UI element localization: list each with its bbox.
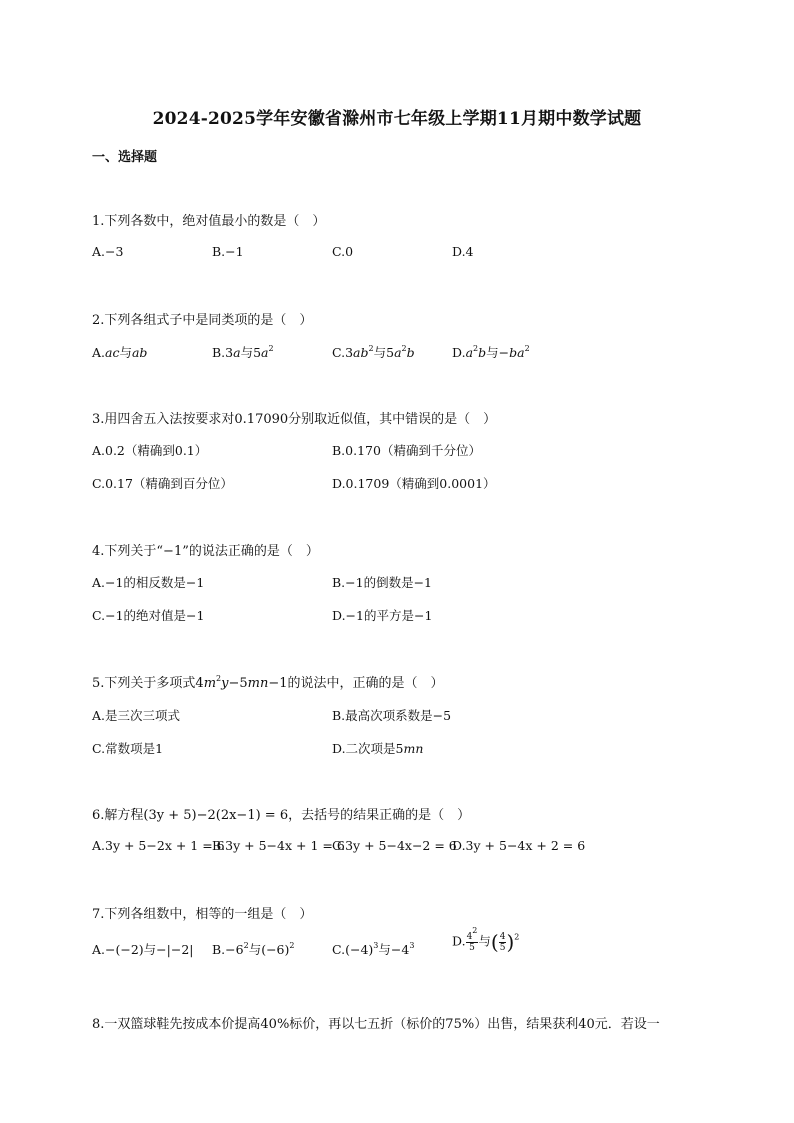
question-5-stem: 5.下列关于多项式$4m^2y-5mn-1$的说法中，正确的是（ ） bbox=[92, 674, 444, 691]
question-8-stem: 8.一双篮球鞋先按成本价提高40%标价，再以七五折（标价的75%）出售，结果获利40元．若设一 bbox=[92, 1017, 660, 1032]
q3-option-a: A.0.2（精确到0.1） bbox=[92, 443, 208, 458]
q2-option-c: $C.3ab^2$与$5a^2b$ bbox=[332, 344, 415, 360]
question-1-stem: 1.下列各数中，绝对值最小的数是（ ） bbox=[92, 214, 326, 229]
q5-option-c: C.常数项是1 bbox=[92, 741, 164, 756]
q1-option-a: A.−3 bbox=[92, 244, 124, 259]
q1-option-b: B.−1 bbox=[212, 244, 244, 259]
q3-option-b: B.0.170（精确到千分位） bbox=[332, 443, 481, 458]
q1-option-c: C.0 bbox=[332, 244, 354, 259]
section-heading: 一、选择题 bbox=[92, 150, 158, 165]
q3-option-c: C.0.17（精确到百分位） bbox=[92, 476, 233, 491]
q7-option-d: D. $\frac{4^2}{5}$ 与( $\frac{4}{5}$ )$^2$ bbox=[452, 926, 520, 954]
q5-option-b: B.最高次项系数是−5 bbox=[332, 708, 452, 723]
q5-option-a: A.是三次三项式 bbox=[92, 708, 181, 723]
question-4-stem: 4.下列关于“−1”的说法正确的是（ ） bbox=[92, 544, 319, 559]
q2-option-b: B.3a与$5a^2$ bbox=[212, 344, 274, 360]
question-3-stem: 3.用四舍五入法按要求对0.17090分别取近似值，其中错误的是（ ） bbox=[92, 412, 497, 427]
q2-option-a: A.ac与ab bbox=[92, 345, 148, 360]
q7-option-c: $C.(-4)^3$与$-4^3$ bbox=[332, 941, 415, 957]
q3-option-d: D.0.1709（精确到0.0001） bbox=[332, 476, 496, 491]
q7-option-a: A.−(−2)与−|−2| bbox=[92, 942, 194, 957]
question-2-stem: 2.下列各组式子中是同类项的是（ ） bbox=[92, 313, 313, 328]
q4-option-b: B.−1的倒数是−1 bbox=[332, 575, 433, 590]
q2-option-d: $D.a^2b$与$-ba^2$ bbox=[452, 344, 530, 360]
q1-option-d: D.4 bbox=[452, 244, 474, 259]
question-7-stem: 7.下列各组数中，相等的一组是（ ） bbox=[92, 907, 313, 922]
q7-option-b: $B.-6^2$与$(-6)^2$ bbox=[212, 941, 295, 957]
q4-option-a: A.−1的相反数是−1 bbox=[92, 575, 205, 590]
q6-option-b: B.3y + 5−4x + 1 = 6 bbox=[212, 838, 345, 853]
document-title: 2024-2025学年安徽省滁州市七年级上学期11月期中数学试题 bbox=[152, 109, 642, 129]
q6-option-a: A.3y + 5−2x + 1 = 6 bbox=[92, 838, 225, 853]
q5-option-d: D.二次项是5mn bbox=[332, 741, 424, 756]
q4-option-c: C.−1的绝对值是−1 bbox=[92, 608, 205, 623]
q6-option-c: C.3y + 5−4x−2 = 6 bbox=[332, 838, 457, 853]
q6-option-d: D.3y + 5−4x + 2 = 6 bbox=[452, 838, 586, 853]
q4-option-d: D.−1的平方是−1 bbox=[332, 608, 433, 623]
question-6-stem: 6.解方程(3y + 5)−2(2x−1) = 6，去括号的结果正确的是（ ） bbox=[92, 808, 471, 823]
